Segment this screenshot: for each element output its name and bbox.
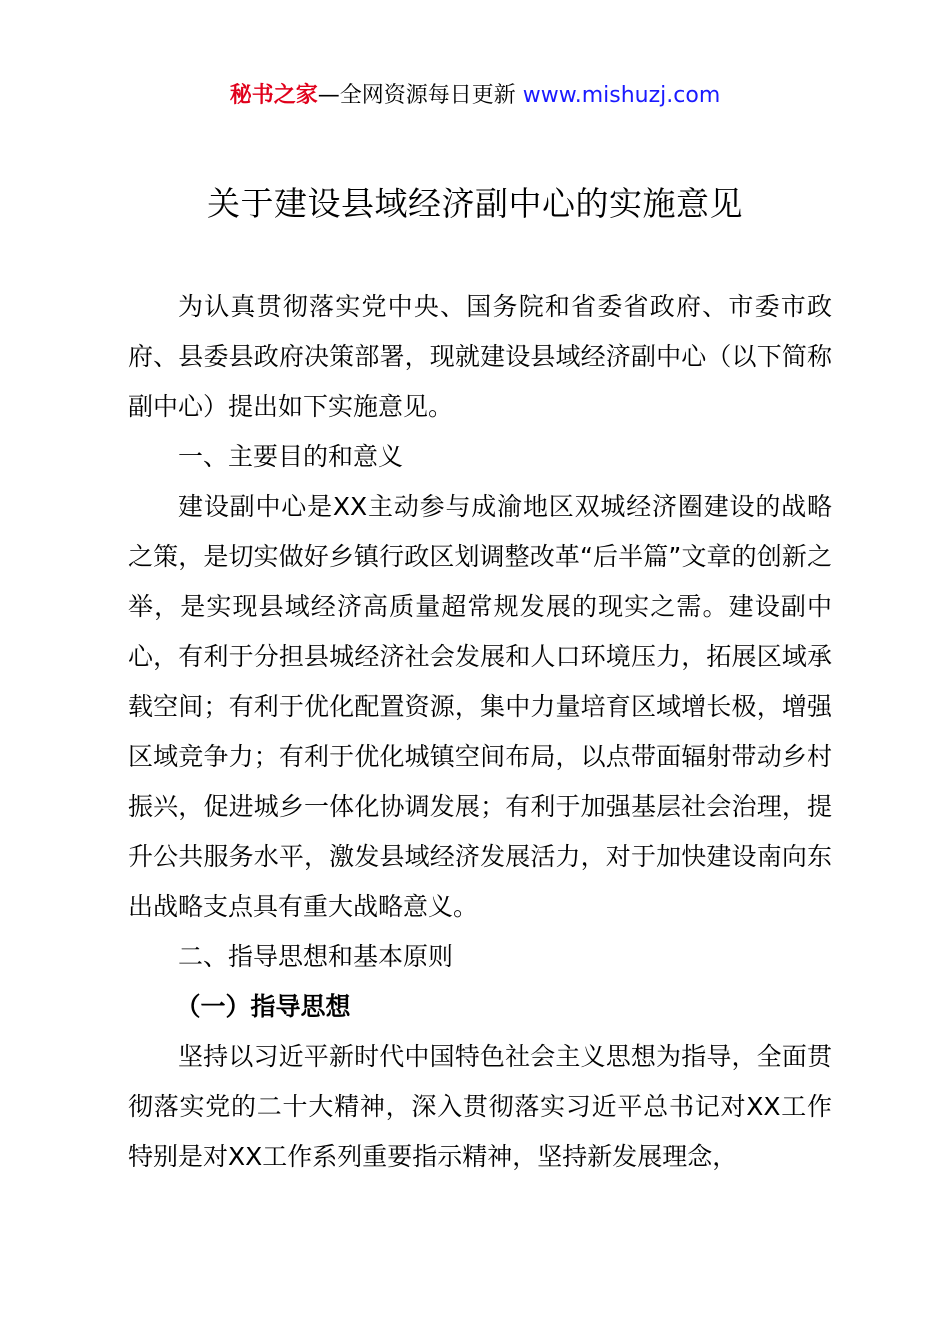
site-header — [0, 80, 950, 112]
site-url-link[interactable]: www.mishuzj.com — [522, 83, 721, 108]
purpose-paragraph: 建设副中心是XX主动参与成渝地区双城经济圈建设的战略之策，是切实做好乡镇行政区划调整改革“后半篇”文章的创新之举，是实现县域经济高质量超常规发展的现实之需。建设副中心，有利于分担县城经济社会发展和人口环境压力，拓展区域承载空间；有利于优化配置资源，集中力量培育区域增长极，增强区域竞争力；有利于优化城镇空间布局，以点带面辐射带动乡村振兴，促进城乡一体化协调发展；有利于加强基层社会治理，提升公共服务水平，激发县域经济发展活力，对于加快建设南向东出战略支点具有重大战略意义。 — [128, 492, 832, 921]
site-brand: 秘书之家 — [229, 83, 318, 108]
section-heading-1: 一、主要目的和意义 — [178, 442, 404, 471]
document-title: 关于建设县域经济副中心的实施意见 — [207, 184, 743, 223]
header-dash: — — [317, 83, 340, 108]
section-heading-2: 二、指导思想和基本原则 — [178, 942, 454, 971]
document-body — [128, 282, 832, 1182]
guiding-paragraph: 坚持以习近平新时代中国特色社会主义思想为指导，全面贯彻落实党的二十大精神，深入贯彻落实习近平总书记对XX工作特别是对XX工作系列重要指示精神，坚持新发展理念， — [128, 1042, 832, 1171]
subsection-heading-1: （一）指导思想 — [175, 992, 351, 1021]
intro-paragraph: 为认真贯彻落实党中央、国务院和省委省政府、市委市政府、县委县政府决策部署，现就建设县域经济副中心（以下简称副中心）提出如下实施意见。 — [128, 292, 832, 421]
header-slogan: 全网资源每日更新 — [339, 83, 516, 108]
